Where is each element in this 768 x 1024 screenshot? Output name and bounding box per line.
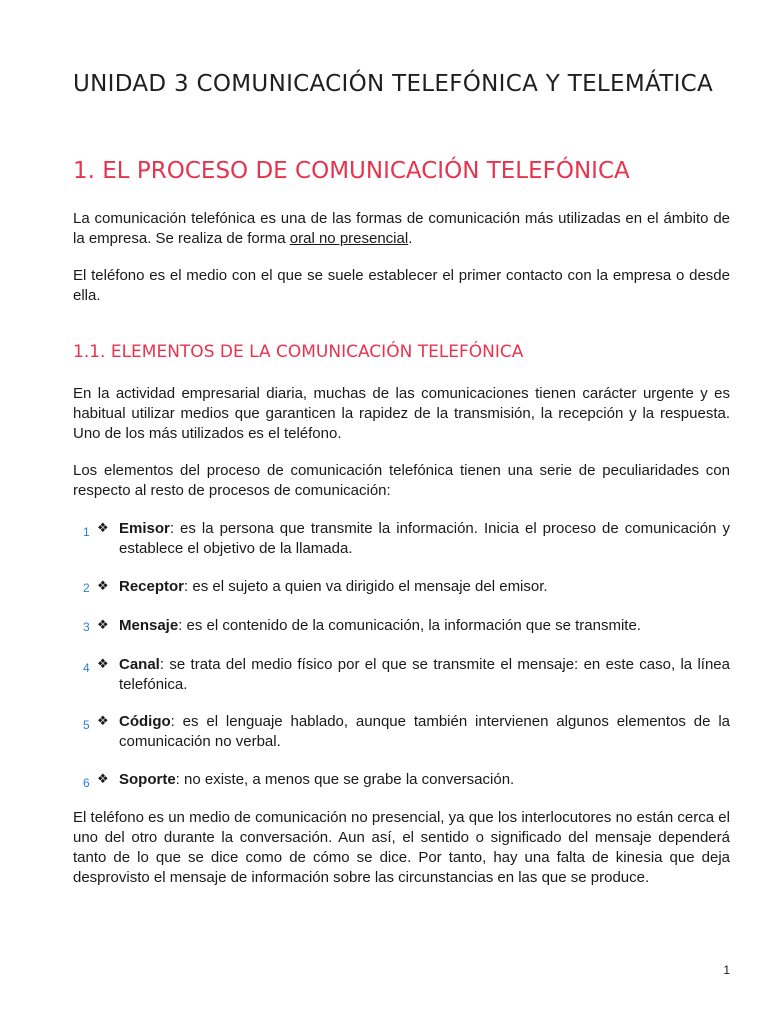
list-number: 1 (83, 525, 90, 539)
list-item-text (119, 616, 730, 636)
list-number: 6 (83, 776, 90, 790)
page-number: 1 (723, 963, 730, 977)
element-term: Emisor (119, 520, 170, 537)
element-term: Canal (119, 656, 160, 673)
list-item-text (119, 770, 730, 790)
element-description: : es el contenido de la comunicación, la información que se transmite. (178, 617, 641, 634)
section-title: 1. EL PROCESO DE COMUNICACIÓN TELEFÓNICA (73, 158, 630, 184)
diamond-bullet-icon: ❖ (97, 714, 109, 729)
diamond-bullet-icon: ❖ (97, 521, 109, 536)
subsection-title: 1.1. ELEMENTOS DE LA COMUNICACIÓN TELEFÓNICA (73, 342, 524, 362)
list-number: 5 (83, 718, 90, 732)
list-item-text (119, 712, 730, 752)
element-term: Código (119, 713, 171, 730)
document-page (73, 0, 730, 1024)
element-term: Mensaje (119, 617, 179, 634)
element-description: : no existe, a menos que se grabe la conversación. (175, 771, 515, 788)
subsection-paragraph-1: En la actividad empresarial diaria, muchas de las comunicaciones tienen carácter urgente y es habitual utilizar medios que garanticen la rapidez de la transmisión, la recepción y la respuesta. Uno de los más utilizados es el teléfono. (73, 385, 730, 442)
list-item-text (119, 519, 730, 559)
intro-paragraph-1 (73, 209, 730, 249)
unit-title: UNIDAD 3 COMUNICACIÓN TELEFÓNICA Y TELEMÁTICA (73, 71, 714, 97)
element-term: Soporte (119, 771, 176, 788)
element-description: : es el lenguaje hablado, aunque también intervienen algunos elementos de la comunicación no verbal. (119, 713, 730, 750)
underlined-phrase: oral no presencial (289, 230, 409, 247)
list-number: 4 (83, 661, 90, 675)
intro-paragraph-2: El teléfono es el medio con el que se suele establecer el primer contacto con la empresa o desde ella. (73, 267, 730, 304)
intro-text: La comunicación telefónica es una de las formas de comunicación más utilizadas en el ámbito de la empresa. Se realiza de forma (73, 210, 730, 247)
diamond-bullet-icon: ❖ (97, 618, 109, 633)
element-description: : se trata del medio físico por el que se transmite el mensaje: en este caso, la línea telefónica. (119, 656, 730, 693)
list-number: 3 (83, 620, 90, 634)
diamond-bullet-icon: ❖ (97, 579, 109, 594)
diamond-bullet-icon: ❖ (97, 657, 109, 672)
diamond-bullet-icon: ❖ (97, 772, 109, 787)
closing-paragraph: El teléfono es un medio de comunicación no presencial, ya que los interlocutores no están cerca el uno del otro durante la conversación. Aun así, el sentido o significado del mensaje dependerá tanto de lo que se dice como de cómo se dice. Por tanto, hay una falta de kinesia que deja desprovisto el mensaje de información sobre las circunstancias en las que se produce. (73, 809, 730, 886)
list-item-text (119, 577, 730, 597)
list-number: 2 (83, 581, 90, 595)
element-term: Receptor (119, 578, 185, 595)
list-item-text (119, 655, 730, 695)
element-description: : es el sujeto a quien va dirigido el mensaje del emisor. (184, 578, 548, 595)
subsection-paragraph-2: Los elementos del proceso de comunicación telefónica tienen una serie de peculiaridades con respecto al resto de procesos de comunicación: (73, 462, 730, 499)
element-description: : es la persona que transmite la información. Inicia el proceso de comunicación y establece el objetivo de la llamada. (119, 520, 730, 557)
intro-text-end: . (408, 230, 413, 247)
